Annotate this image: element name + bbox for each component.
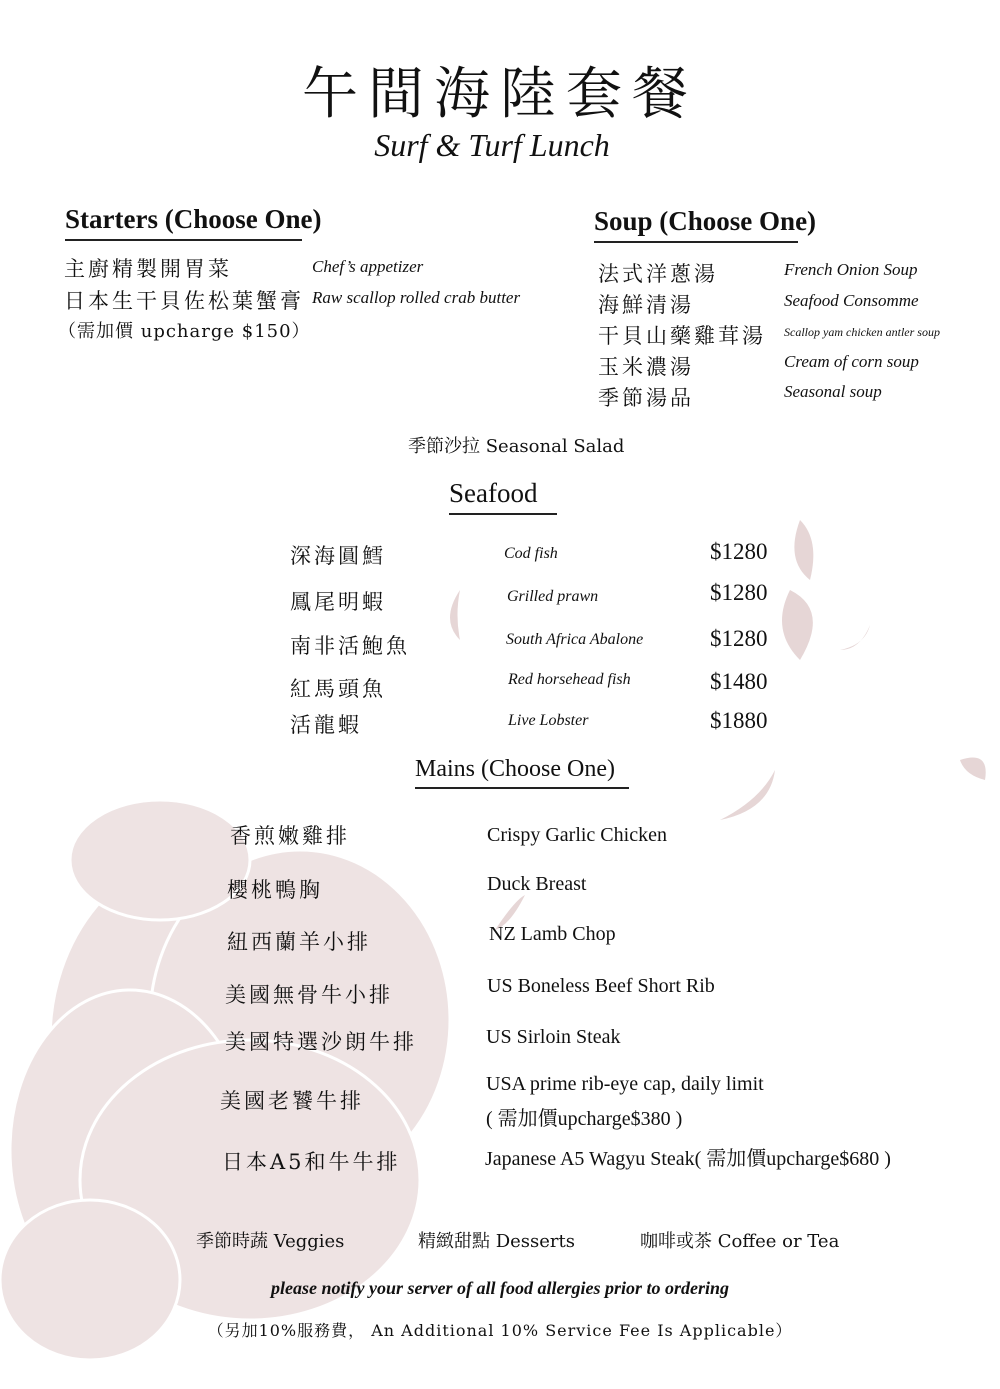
seafood-price-1: $1280 bbox=[710, 539, 768, 564]
seafood-en-3: South Africa Abalone bbox=[506, 631, 644, 648]
main-zh-3: 紐西蘭羊小排 bbox=[227, 930, 371, 954]
starter-en-1: Chef’s appetizer bbox=[312, 257, 424, 276]
soup-en-1: French Onion Soup bbox=[784, 260, 918, 279]
service-fee-note: （另加10%服務費， An Additional 10% Service Fee Is Applicable） bbox=[207, 1321, 793, 1340]
starters-heading: Starters (Choose One) bbox=[65, 204, 302, 241]
main-en-3: NZ Lamb Chop bbox=[489, 923, 616, 945]
main-zh-7: 日本A5和牛牛排 bbox=[222, 1150, 401, 1174]
soup-zh-5: 季節湯品 bbox=[598, 386, 694, 410]
seafood-en-4: Red horsehead fish bbox=[508, 671, 631, 688]
seafood-zh-3: 南非活鮑魚 bbox=[290, 634, 410, 658]
soup-zh-1: 法式洋蔥湯 bbox=[598, 262, 718, 286]
soup-heading: Soup (Choose One) bbox=[594, 206, 798, 243]
menu-title-chinese: 午間海陸套餐 bbox=[302, 62, 698, 127]
allergy-note: please notify your server of all food allergies prior to ordering bbox=[271, 1278, 729, 1298]
soup-en-5: Seasonal soup bbox=[784, 382, 882, 401]
main-zh-2: 櫻桃鴨胸 bbox=[227, 878, 323, 902]
main-en-1: Crispy Garlic Chicken bbox=[487, 824, 667, 846]
starter-en-2: Raw scallop rolled crab butter bbox=[312, 288, 521, 307]
soup-en-2: Seafood Consomme bbox=[784, 291, 919, 310]
soup-en-4: Cream of corn soup bbox=[784, 352, 919, 371]
seafood-price-4: $1480 bbox=[710, 669, 768, 694]
main-zh-4: 美國無骨牛小排 bbox=[225, 983, 393, 1007]
menu-title-english: Surf & Turf Lunch bbox=[374, 127, 610, 163]
seafood-zh-5: 活龍蝦 bbox=[290, 713, 362, 737]
main-en-6-upcharge: ( 需加價upcharge$380 ) bbox=[486, 1108, 683, 1130]
soup-zh-4: 玉米濃湯 bbox=[598, 355, 694, 379]
extra-coffee-tea: 咖啡或茶 Coffee or Tea bbox=[640, 1231, 840, 1252]
seafood-en-2: Grilled prawn bbox=[507, 588, 599, 605]
seafood-price-3: $1280 bbox=[710, 626, 768, 651]
soup-zh-2: 海鮮清湯 bbox=[598, 293, 694, 317]
mains-heading: Mains (Choose One) bbox=[415, 756, 629, 789]
seafood-zh-1: 深海圓鱈 bbox=[290, 544, 386, 568]
seafood-en-1: Cod fish bbox=[504, 545, 558, 562]
seafood-zh-2: 鳳尾明蝦 bbox=[290, 590, 386, 614]
main-en-2: Duck Breast bbox=[487, 873, 587, 895]
seafood-price-5: $1880 bbox=[710, 708, 768, 733]
main-zh-6: 美國老饕牛排 bbox=[220, 1089, 364, 1113]
main-en-6: USA prime rib-eye cap, daily limit bbox=[486, 1073, 764, 1095]
soup-en-3: Scallop yam chicken antler soup bbox=[784, 325, 940, 339]
main-en-5: US Sirloin Steak bbox=[486, 1026, 621, 1048]
soup-zh-3: 干貝山藥雞茸湯 bbox=[598, 324, 766, 348]
main-zh-5: 美國特選沙朗牛排 bbox=[225, 1030, 417, 1054]
seafood-price-2: $1280 bbox=[710, 580, 768, 605]
seasonal-salad: 季節沙拉 Seasonal Salad bbox=[408, 436, 625, 457]
starter-upcharge-note: （需加價 upcharge $150） bbox=[58, 321, 311, 342]
starter-zh-1: 主廚精製開胃菜 bbox=[64, 257, 232, 281]
main-en-7: Japanese A5 Wagyu Steak( 需加價upcharge$680 ) bbox=[485, 1148, 891, 1170]
seafood-en-5: Live Lobster bbox=[508, 712, 589, 729]
extra-veggies: 季節時蔬 Veggies bbox=[196, 1231, 345, 1252]
extra-desserts: 精緻甜點 Desserts bbox=[418, 1231, 576, 1252]
main-en-4: US Boneless Beef Short Rib bbox=[487, 975, 715, 997]
main-zh-1: 香煎嫩雞排 bbox=[230, 824, 350, 848]
starter-zh-2: 日本生干貝佐松葉蟹膏 bbox=[64, 289, 304, 313]
seafood-zh-4: 紅馬頭魚 bbox=[290, 677, 386, 701]
seafood-heading: Seafood bbox=[449, 478, 557, 515]
